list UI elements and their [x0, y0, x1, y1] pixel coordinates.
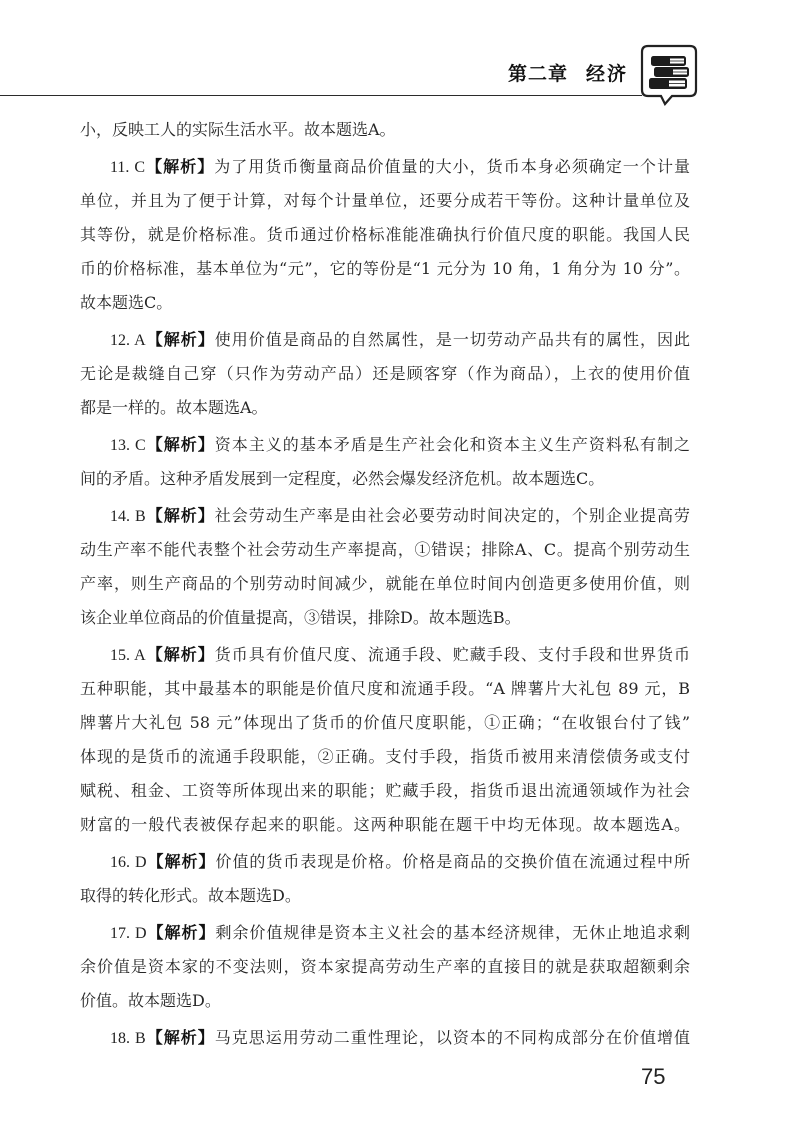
analysis-label: 【解析】 — [145, 157, 215, 176]
text-line: 五种职能，其中最基本的职能是价值尺度和流通手段。“A 牌薯片大礼包 89 元，B — [80, 679, 690, 698]
answer-item-18 — [80, 1021, 690, 1055]
text-line: 财富的一般代表被保存起来的职能。这两种职能在题干中均无体现。故本题选A。 — [80, 815, 690, 834]
line-text: 价值的货币表现是价格。价格是商品的交换价值在流通过程中所 — [215, 852, 690, 871]
answer-item-15 — [80, 638, 690, 842]
answer-item-14 — [80, 499, 690, 635]
analysis-label: 【解析】 — [145, 506, 215, 525]
answer-number: 14. B — [110, 508, 146, 525]
line-text: 为了用货币衡量商品价值量的大小，货币本身必须确定一个计量 — [214, 157, 690, 176]
line-text: 社会劳动生产率是由社会必要劳动时间决定的，个别企业提高劳 — [214, 506, 690, 525]
analysis-label: 【解析】 — [146, 923, 216, 942]
text-line — [80, 150, 690, 184]
answer-explanations — [80, 113, 690, 1055]
text-line: 间的矛盾。这种矛盾发展到一定程度，必然会爆发经济危机。故本题选C。 — [80, 469, 605, 488]
answer-item-16 — [80, 845, 690, 913]
text-line: 牌薯片大礼包 58 元”体现出了货币的价值尺度职能，①正确；“在收银台付了钱” — [80, 713, 690, 732]
analysis-label: 【解析】 — [145, 435, 215, 454]
book-stack-icon — [640, 44, 698, 108]
text-line — [80, 845, 690, 879]
line-text: 马克思运用劳动二重性理论，以资本的不同构成部分在价值增值 — [214, 1028, 690, 1047]
answer-number: 11. C — [110, 159, 146, 176]
text-line — [80, 638, 690, 672]
answer-number: 12. A — [110, 332, 146, 349]
text-line: 该企业单位商品的价值量提高，③错误，排除D。故本题选B。 — [80, 608, 521, 627]
answer-item-17 — [80, 916, 690, 1018]
page-number: 75 — [641, 1064, 666, 1089]
analysis-label: 【解析】 — [145, 1028, 215, 1047]
chapter-title: 经济 — [586, 63, 629, 85]
line-text: 资本主义的基本矛盾是生产社会化和资本主义生产资料私有制之 — [214, 435, 690, 454]
analysis-label: 【解析】 — [146, 852, 216, 871]
text-line: 无论是裁缝自己穿（只作为劳动产品）还是顾客穿（作为商品），上衣的使用价值 — [80, 364, 690, 383]
text-line: 取得的转化形式。故本题选D。 — [80, 886, 301, 905]
text-line: 币的价格标准，基本单位为“元”，它的等份是“1 元分为 10 角，1 角分为 10 分”。 — [80, 259, 690, 278]
chapter-label: 第二章 — [508, 63, 569, 85]
continued-paragraph — [80, 113, 690, 147]
text-line: 故本题选C。 — [80, 293, 173, 312]
answer-number: 13. C — [110, 437, 146, 454]
answer-item-12 — [80, 323, 690, 425]
line-text: 货币具有价值尺度、流通手段、贮藏手段、支付手段和世界货币 — [214, 645, 690, 664]
text-line: 都是一样的。故本题选A。 — [80, 398, 268, 417]
text-line: 体现的是货币的流通手段职能，②正确。支付手段，指货币被用来清偿债务或支付 — [80, 747, 690, 766]
text-line — [80, 499, 690, 533]
text-line: 其等份，就是价格标准。货币通过价格标准能准确执行价值尺度的职能。我国人民 — [80, 225, 690, 244]
text-line: 赋税、租金、工资等所体现出来的职能；贮藏手段，指货币退出流通领域作为社会 — [80, 781, 690, 800]
text-line: 价值。故本题选D。 — [80, 991, 221, 1010]
text-line: 小，反映工人的实际生活水平。故本题选A。 — [80, 120, 396, 139]
text-line: 余价值是资本家的不变法则，资本家提高劳动生产率的直接目的就是获取超额剩余 — [80, 957, 690, 976]
answer-number: 17. D — [110, 925, 147, 942]
analysis-label: 【解析】 — [145, 645, 215, 664]
text-line — [80, 428, 690, 462]
text-line — [80, 323, 690, 357]
line-text: 使用价值是商品的自然属性，是一切劳动产品共有的属性，因此 — [214, 330, 690, 349]
analysis-label: 【解析】 — [145, 330, 215, 349]
line-text: 剩余价值规律是资本主义社会的基本经济规律，无休止地追求剩 — [215, 923, 690, 942]
text-line: 动生产率不能代表整个社会劳动生产率提高，①错误；排除A、C。提高个别劳动生 — [80, 540, 690, 559]
text-line: 单位，并且为了便于计算，对每个计量单位，还要分成若干等份。这种计量单位及 — [80, 191, 690, 210]
text-line: 产率，则生产商品的个别劳动时间减少，就能在单位时间内创造更多使用价值，则 — [80, 574, 690, 593]
answer-item-13 — [80, 428, 690, 496]
header-rule — [0, 95, 642, 96]
answer-number: 18. B — [110, 1030, 146, 1047]
answer-number: 16. D — [110, 854, 147, 871]
answer-item-11 — [80, 150, 690, 320]
text-line — [80, 916, 690, 950]
text-line — [80, 1021, 690, 1055]
answer-number: 15. A — [110, 647, 146, 664]
running-header — [508, 62, 628, 86]
